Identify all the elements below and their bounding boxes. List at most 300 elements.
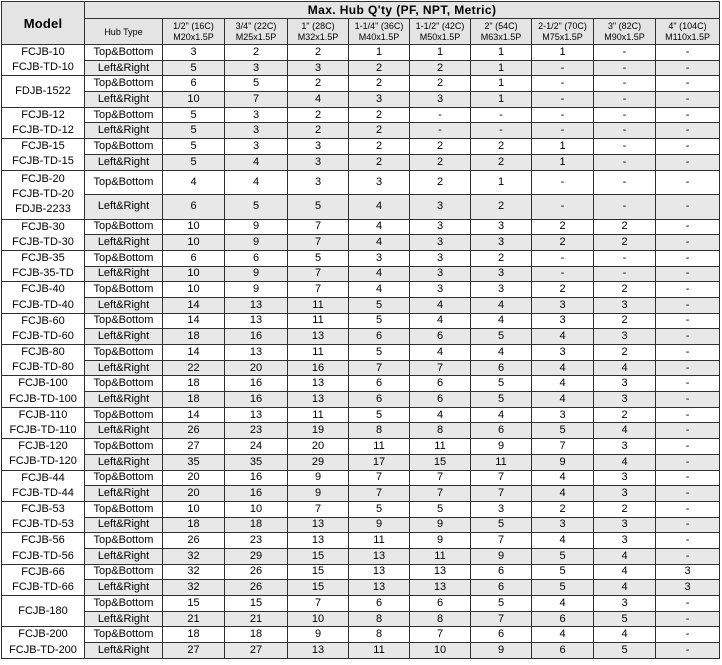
hub-qty-cell: 4: [594, 360, 656, 376]
hub-size-column-header: [532, 19, 594, 45]
hub-qty-cell: 3: [594, 297, 656, 313]
table-row: [2, 297, 720, 313]
hub-qty-cell: 26: [163, 533, 225, 549]
hub-qty-cell: -: [594, 76, 656, 92]
hub-qty-cell: 2: [410, 154, 471, 170]
hub-qty-cell: -: [656, 195, 720, 220]
hub-qty-cell: 11: [288, 297, 349, 313]
hub-qty-cell: 3: [410, 92, 471, 108]
hub-type-cell: Left&Right: [85, 392, 163, 408]
hub-qty-cell: 3: [532, 297, 594, 313]
hub-qty-cell: 16: [225, 486, 288, 502]
hub-qty-cell: 7: [349, 470, 410, 486]
model-cell: [2, 313, 85, 329]
hub-qty-cell: 5: [471, 376, 532, 392]
hub-qty-cell: 7: [349, 486, 410, 502]
hub-qty-cell: 18: [163, 517, 225, 533]
model-cell: [2, 107, 85, 123]
model-cell: [2, 580, 85, 596]
hub-qty-cell: -: [594, 170, 656, 195]
hub-qty-cell: 6: [471, 360, 532, 376]
table-row: [2, 154, 720, 170]
hub-qty-cell: 1: [410, 45, 471, 61]
model-name: FCJB-35: [21, 251, 65, 264]
model-name: FCJB-80: [21, 346, 65, 359]
model-name: FCJB-TD-110: [9, 424, 77, 437]
hub-qty-cell: 4: [410, 313, 471, 329]
hub-type-cell: Left&Right: [85, 195, 163, 220]
hub-qty-cell: 8: [410, 611, 471, 627]
model-name: FCJB-TD-100: [9, 392, 77, 405]
hub-type-cell: Top&Bottom: [85, 250, 163, 266]
model-name: FCJB-TD-15: [12, 155, 74, 168]
hub-type-cell: Top&Bottom: [85, 564, 163, 580]
hub-qty-cell: 18: [163, 329, 225, 345]
hub-qty-cell: 3: [410, 219, 471, 235]
hub-qty-cell: 2: [349, 154, 410, 170]
hub-qty-cell: 2: [410, 170, 471, 195]
hub-qty-cell: -: [656, 517, 720, 533]
hub-qty-cell: 2: [225, 45, 288, 61]
hub-qty-cell: 35: [163, 454, 225, 470]
model-name: FCJB-TD-40: [12, 298, 74, 311]
model-cell: [2, 643, 85, 659]
hub-qty-cell: 5: [225, 76, 288, 92]
model-name: FCJB-TD-56: [12, 549, 74, 562]
hub-qty-cell: 7: [288, 235, 349, 251]
hub-qty-cell: 8: [349, 627, 410, 643]
hub-qty-cell: 5: [349, 345, 410, 361]
hub-type-cell: Top&Bottom: [85, 45, 163, 61]
hub-qty-cell: 2: [594, 235, 656, 251]
hub-qty-cell: 3: [225, 107, 288, 123]
hub-qty-cell: 15: [288, 548, 349, 564]
table-row: [2, 580, 720, 596]
hub-qty-cell: 3: [594, 596, 656, 612]
model-cell: [2, 596, 85, 627]
hub-qty-cell: 4: [471, 407, 532, 423]
table-row: [2, 360, 720, 376]
model-cell: [2, 219, 85, 235]
hub-qty-cell: 4: [594, 627, 656, 643]
model-name: FCJB-20: [21, 173, 65, 185]
hub-qty-cell: 6: [349, 329, 410, 345]
table-row: [2, 329, 720, 345]
hub-qty-cell: 4: [410, 407, 471, 423]
hub-qty-cell: 3: [471, 282, 532, 298]
hub-qty-cell: 3: [594, 533, 656, 549]
hub-qty-cell: 3: [594, 392, 656, 408]
hub-qty-cell: -: [656, 297, 720, 313]
model-cell: [2, 345, 85, 361]
hub-qty-cell: -: [594, 195, 656, 220]
model-name: FDJB-1522: [15, 85, 71, 98]
table-row: [2, 250, 720, 266]
hub-type-cell: Left&Right: [85, 486, 163, 502]
hub-type-cell: Left&Right: [85, 123, 163, 139]
hub-qty-cell: -: [410, 123, 471, 139]
model-cell: [2, 235, 85, 251]
hub-qty-cell: 20: [163, 470, 225, 486]
table-row: [2, 470, 720, 486]
hub-qty-cell: 5: [471, 596, 532, 612]
hub-type-cell: Top&Bottom: [85, 282, 163, 298]
hub-qty-cell: 2: [594, 282, 656, 298]
table-row: [2, 548, 720, 564]
hub-qty-cell: 1: [532, 154, 594, 170]
hub-qty-cell: 7: [410, 627, 471, 643]
hub-type-cell: Top&Bottom: [85, 533, 163, 549]
table-row: [2, 533, 720, 549]
hub-type-cell: Top&Bottom: [85, 439, 163, 455]
model-name: FCJB-60: [21, 314, 65, 327]
table-row: [2, 107, 720, 123]
hub-qty-cell: 4: [532, 392, 594, 408]
hub-type-cell: Top&Bottom: [85, 170, 163, 195]
table-row: [2, 92, 720, 108]
hub-qty-cell: 5: [349, 313, 410, 329]
hub-qty-cell: 13: [349, 580, 410, 596]
hub-qty-cell: -: [656, 501, 720, 517]
hub-qty-cell: 2: [410, 76, 471, 92]
hub-qty-cell: 3: [288, 170, 349, 195]
hub-qty-cell: 2: [471, 250, 532, 266]
hub-qty-cell: 5: [163, 123, 225, 139]
hub-qty-cell: 6: [349, 392, 410, 408]
hub-qty-cell: 4: [349, 219, 410, 235]
hub-qty-cell: 24: [225, 439, 288, 455]
model-cell: [2, 501, 85, 517]
hub-qty-cell: 3: [532, 313, 594, 329]
model-name: FCJB-TD-200: [9, 643, 77, 656]
table-row: [2, 266, 720, 282]
hub-qty-cell: 7: [532, 439, 594, 455]
model-cell: [2, 123, 85, 139]
hub-qty-cell: 4: [349, 266, 410, 282]
hub-qty-cell: 7: [288, 282, 349, 298]
hub-qty-cell: 17: [349, 454, 410, 470]
hub-qty-cell: 10: [225, 501, 288, 517]
hub-qty-cell: 2: [288, 107, 349, 123]
hub-qty-cell: 2: [594, 219, 656, 235]
hub-qty-cell: -: [532, 123, 594, 139]
model-cell: [2, 76, 85, 107]
hub-qty-cell: 7: [349, 360, 410, 376]
hub-qty-cell: 7: [410, 470, 471, 486]
hub-qty-cell: 6: [410, 329, 471, 345]
hub-qty-cell: 2: [594, 407, 656, 423]
table-row: [2, 282, 720, 298]
hub-qty-cell: 5: [532, 564, 594, 580]
hub-qty-cell: 9: [225, 219, 288, 235]
hub-qty-cell: -: [656, 60, 720, 76]
hub-qty-cell: 9: [349, 517, 410, 533]
hub-qty-cell: -: [656, 596, 720, 612]
hub-qty-cell: 6: [532, 643, 594, 659]
hub-qty-cell: 5: [594, 611, 656, 627]
hub-size-column-header: [594, 19, 656, 45]
table-row: [2, 486, 720, 502]
hub-qty-cell: 5: [532, 548, 594, 564]
model-name: FCJB-TD-120: [9, 455, 77, 468]
hub-type-cell: Left&Right: [85, 329, 163, 345]
hub-qty-cell: 9: [225, 235, 288, 251]
hub-qty-cell: 3: [656, 564, 720, 580]
hub-qty-cell: 2: [288, 123, 349, 139]
hub-qty-cell: 3: [349, 92, 410, 108]
metric-thread-label: M32x1.5P: [297, 31, 339, 42]
hub-qty-cell: 2: [532, 219, 594, 235]
hub-qty-cell: -: [471, 107, 532, 123]
hub-qty-cell: 29: [225, 548, 288, 564]
hub-qty-cell: -: [656, 250, 720, 266]
table-row: [2, 195, 720, 220]
hub-qty-cell: 10: [163, 92, 225, 108]
hub-qty-cell: 26: [225, 564, 288, 580]
hub-qty-cell: 7: [410, 360, 471, 376]
model-name: FCJB-30: [21, 220, 65, 233]
hub-qty-cell: 7: [288, 501, 349, 517]
hub-qty-cell: 5: [471, 517, 532, 533]
hub-size-label: 1" (28C): [301, 20, 335, 31]
hub-qty-cell: 18: [225, 627, 288, 643]
table-header: [2, 2, 720, 45]
hub-qty-cell: 18: [163, 392, 225, 408]
hub-qty-cell: 13: [288, 517, 349, 533]
hub-qty-cell: 4: [532, 627, 594, 643]
hub-qty-cell: 3: [471, 501, 532, 517]
table-row: [2, 627, 720, 643]
hub-type-cell: Top&Bottom: [85, 313, 163, 329]
hub-qty-cell: 26: [163, 423, 225, 439]
hub-qty-cell: 4: [594, 454, 656, 470]
hub-qty-cell: 13: [225, 297, 288, 313]
hub-qty-cell: -: [656, 611, 720, 627]
table-row: [2, 517, 720, 533]
model-name: FCJB-66: [21, 565, 65, 578]
hub-qty-cell: 2: [471, 154, 532, 170]
hub-qty-cell: 2: [594, 345, 656, 361]
model-cell: [2, 454, 85, 470]
hub-qty-cell: 4: [410, 345, 471, 361]
hub-qty-cell: 32: [163, 564, 225, 580]
model-name: FCJB-200: [18, 628, 68, 641]
table-row: [2, 423, 720, 439]
hub-qty-cell: -: [656, 282, 720, 298]
model-name: FCJB-TD-10: [12, 61, 74, 74]
hub-qty-cell: 10: [410, 643, 471, 659]
hub-qty-cell: 2: [532, 282, 594, 298]
hub-qty-cell: 9: [288, 627, 349, 643]
hub-qty-cell: 4: [225, 154, 288, 170]
hub-qty-cell: 14: [163, 345, 225, 361]
hub-qty-cell: 3: [532, 517, 594, 533]
model-cell: [2, 533, 85, 549]
hub-qty-cell: 9: [225, 282, 288, 298]
hub-qty-cell: -: [656, 345, 720, 361]
model-name: FCJB-TD-60: [12, 329, 74, 342]
metric-thread-label: M110x1.5P: [665, 31, 710, 42]
hub-qty-cell: 9: [410, 517, 471, 533]
table-row: [2, 219, 720, 235]
table-row: [2, 76, 720, 92]
hub-qty-cell: 3: [288, 154, 349, 170]
hub-qty-cell: 13: [225, 313, 288, 329]
hub-qty-cell: 1: [471, 76, 532, 92]
model-cell: [2, 60, 85, 76]
table-row: [2, 45, 720, 61]
hub-qty-cell: 6: [163, 195, 225, 220]
hub-qty-cell: 4: [288, 92, 349, 108]
hub-type-cell: Left&Right: [85, 454, 163, 470]
model-cell: [2, 360, 85, 376]
model-cell: [2, 297, 85, 313]
model-cell: [2, 170, 85, 219]
model-name: FCJB-10: [21, 46, 65, 59]
hub-type-cell: Top&Bottom: [85, 376, 163, 392]
hub-qty-cell: 32: [163, 548, 225, 564]
hub-qty-cell: -: [532, 170, 594, 195]
hub-qty-cell: 19: [288, 423, 349, 439]
model-cell: [2, 439, 85, 455]
spec-sheet: [1, 1, 720, 659]
hub-size-label: 1/2" (16C): [173, 20, 214, 31]
model-name: FCJB-40: [21, 283, 65, 296]
model-cell: [2, 564, 85, 580]
hub-type-cell: Top&Bottom: [85, 219, 163, 235]
hub-qty-cell: 1: [471, 45, 532, 61]
hub-qty-cell: 20: [288, 439, 349, 455]
hub-type-cell: Top&Bottom: [85, 596, 163, 612]
hub-qty-cell: -: [656, 139, 720, 155]
hub-qty-cell: 4: [594, 548, 656, 564]
hub-qty-cell: 6: [410, 596, 471, 612]
hub-qty-cell: -: [594, 107, 656, 123]
hub-qty-cell: 13: [288, 376, 349, 392]
hub-qty-cell: 2: [349, 139, 410, 155]
hub-qty-cell: -: [656, 423, 720, 439]
hub-type-cell: Left&Right: [85, 154, 163, 170]
hub-type-cell: Left&Right: [85, 580, 163, 596]
hub-qty-cell: 2: [288, 76, 349, 92]
hub-qty-cell: 2: [594, 313, 656, 329]
hub-type-cell: Left&Right: [85, 360, 163, 376]
hub-qty-cell: 1: [532, 139, 594, 155]
hub-qty-cell: 11: [410, 548, 471, 564]
hub-qty-cell: 4: [410, 297, 471, 313]
hub-qty-cell: 18: [225, 517, 288, 533]
hub-qty-cell: 7: [288, 219, 349, 235]
header-row: [2, 19, 720, 45]
hub-qty-cell: 4: [349, 235, 410, 251]
hub-type-header: Hub Type: [85, 19, 163, 45]
model-name: FCJB-56: [21, 534, 65, 547]
table-row: [2, 313, 720, 329]
hub-qty-cell: -: [656, 154, 720, 170]
hub-qty-cell: 14: [163, 313, 225, 329]
metric-thread-label: M50x1.5P: [419, 31, 461, 42]
model-name: FDJB-2233: [15, 203, 71, 215]
hub-qty-cell: 11: [349, 533, 410, 549]
table-row: [2, 564, 720, 580]
model-cell: [2, 470, 85, 486]
hub-qty-cell: 3: [594, 486, 656, 502]
hub-qty-cell: -: [656, 360, 720, 376]
hub-qty-cell: 9: [471, 439, 532, 455]
hub-qty-cell: -: [532, 250, 594, 266]
hub-qty-cell: -: [656, 627, 720, 643]
hub-size-label: 3/4" (22C): [235, 20, 277, 31]
model-cell: [2, 407, 85, 423]
hub-qty-cell: 23: [225, 423, 288, 439]
hub-qty-cell: 3: [594, 329, 656, 345]
hub-qty-cell: 10: [163, 282, 225, 298]
hub-qty-cell: -: [532, 76, 594, 92]
hub-qty-cell: 4: [225, 170, 288, 195]
model-name: FCJB-35-TD: [12, 267, 74, 280]
hub-qty-cell: 27: [163, 439, 225, 455]
hub-qty-cell: 4: [532, 533, 594, 549]
hub-qty-cell: 5: [532, 423, 594, 439]
model-cell: [2, 282, 85, 298]
hub-qty-cell: 3: [225, 60, 288, 76]
model-name: FCJB-TD-12: [12, 124, 74, 137]
hub-qty-cell: 1: [471, 170, 532, 195]
hub-type-cell: Top&Bottom: [85, 407, 163, 423]
hub-qty-cell: 4: [532, 596, 594, 612]
hub-qty-cell: 13: [225, 345, 288, 361]
hub-qty-cell: 6: [163, 250, 225, 266]
hub-qty-cell: 3: [471, 266, 532, 282]
hub-qty-cell: 2: [532, 235, 594, 251]
model-cell: [2, 423, 85, 439]
hub-qty-cell: 13: [288, 533, 349, 549]
hub-qty-cell: 3: [410, 195, 471, 220]
hub-qty-cell: -: [532, 107, 594, 123]
hub-qty-cell: 18: [163, 376, 225, 392]
metric-thread-label: M63x1.5P: [480, 31, 522, 42]
hub-qty-cell: 6: [225, 250, 288, 266]
hub-qty-cell: 4: [471, 345, 532, 361]
metric-thread-label: M25x1.5P: [235, 31, 277, 42]
hub-size-column-header: [225, 19, 288, 45]
hub-qty-cell: 13: [410, 564, 471, 580]
hub-qty-cell: 9: [288, 470, 349, 486]
model-name: FCJB-TD-30: [12, 235, 74, 248]
model-name: FCJB-TD-53: [12, 518, 74, 531]
hub-qty-cell: 4: [349, 282, 410, 298]
hub-qty-cell: -: [656, 123, 720, 139]
hub-qty-cell: 5: [288, 250, 349, 266]
model-cell: [2, 154, 85, 170]
hub-qty-cell: 21: [225, 611, 288, 627]
hub-qty-cell: -: [532, 92, 594, 108]
hub-qty-cell: 8: [349, 611, 410, 627]
hub-qty-cell: 4: [532, 360, 594, 376]
hub-qty-cell: 3: [349, 250, 410, 266]
hub-qty-cell: 3: [163, 45, 225, 61]
hub-qty-cell: -: [594, 266, 656, 282]
hub-qty-cell: 13: [349, 564, 410, 580]
hub-qty-cell: 2: [349, 107, 410, 123]
hub-qty-cell: -: [594, 60, 656, 76]
model-name: FCJB-TD-80: [12, 361, 74, 374]
model-name: FCJB-TD-66: [12, 580, 74, 593]
hub-qty-cell: 23: [225, 533, 288, 549]
hub-qty-cell: 8: [410, 423, 471, 439]
hub-size-column-header: [656, 19, 720, 45]
hub-qty-cell: 18: [163, 627, 225, 643]
